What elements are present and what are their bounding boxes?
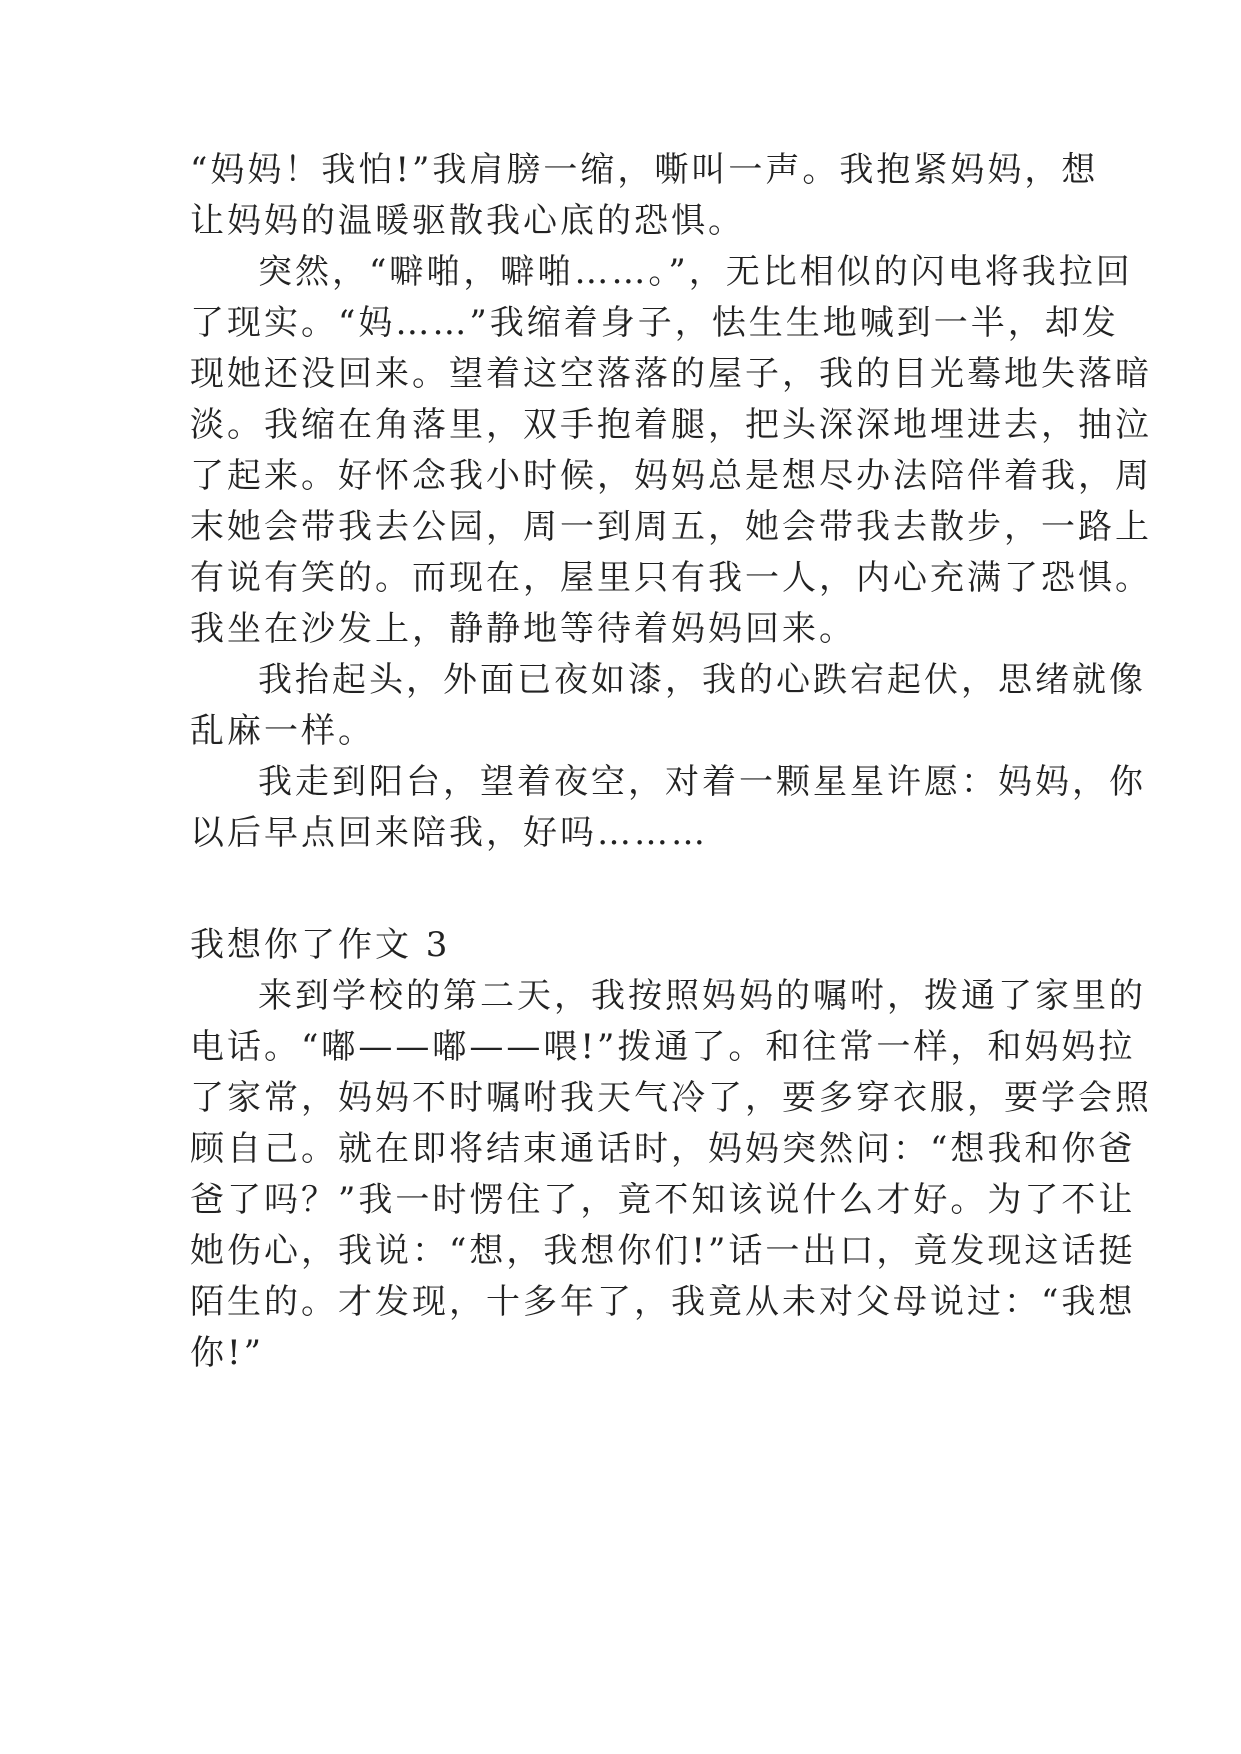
- paragraph-line: 现她还没回来。望着这空落落的屋子，我的目光蓦地失落暗: [190, 354, 1152, 394]
- paragraph-line: 顾自己。就在即将结束通话时，妈妈突然问：“想我和你爸: [190, 1129, 1136, 1169]
- paragraph-line: “妈妈！我怕!”我肩膀一缩，嘶叫一声。我抱紧妈妈，想: [190, 150, 1099, 190]
- section-title: 我想你了作文 3: [190, 925, 451, 965]
- paragraph-line: 我走到阳台，望着夜空，对着一颗星星许愿：妈妈，你: [258, 762, 1146, 802]
- paragraph-line: 了起来。好怀念我小时候，妈妈总是想尽办法陪伴着我，周: [190, 456, 1152, 496]
- paragraph-line: 你!”: [190, 1333, 265, 1373]
- paragraph-line: 我坐在沙发上，静静地等待着妈妈回来。: [190, 609, 856, 649]
- paragraph-line: 电话。“嘟——嘟——喂!”拨通了。和往常一样，和妈妈拉: [190, 1027, 1136, 1067]
- paragraph-line: 有说有笑的。而现在，屋里只有我一人，内心充满了恐惧。: [190, 558, 1152, 598]
- paragraph-line: 以后早点回来陪我，好吗………: [190, 813, 708, 853]
- paragraph-line: 爸了吗？”我一时愣住了，竟不知该说什么才好。为了不让: [190, 1180, 1136, 1220]
- paragraph-line: 她伤心，我说：“想，我想你们!”话一出口，竟发现这话挺: [190, 1231, 1136, 1271]
- paragraph-line: 来到学校的第二天，我按照妈妈的嘱咐，拨通了家里的: [258, 976, 1146, 1016]
- paragraph-line: 末她会带我去公园，周一到周五，她会带我去散步，一路上: [190, 507, 1152, 547]
- paragraph-line: 乱麻一样。: [190, 711, 375, 751]
- paragraph-line: 了现实。“妈……”我缩着身子，怯生生地喊到一半，却发: [190, 303, 1119, 343]
- paragraph-line: 了家常，妈妈不时嘱咐我天气冷了，要多穿衣服，要学会照: [190, 1078, 1152, 1118]
- paragraph-line: 我抬起头，外面已夜如漆，我的心跌宕起伏，思绪就像: [258, 660, 1146, 700]
- paragraph-line: 让妈妈的温暖驱散我心底的恐惧。: [190, 201, 745, 241]
- paragraph-line: 陌生的。才发现，十多年了，我竟从未对父母说过：“我想: [190, 1282, 1136, 1322]
- paragraph-line: 突然，“噼啪，噼啪……。”，无比相似的闪电将我拉回: [258, 252, 1133, 292]
- paragraph-line: 淡。我缩在角落里，双手抱着腿，把头深深地埋进去，抽泣: [190, 405, 1152, 445]
